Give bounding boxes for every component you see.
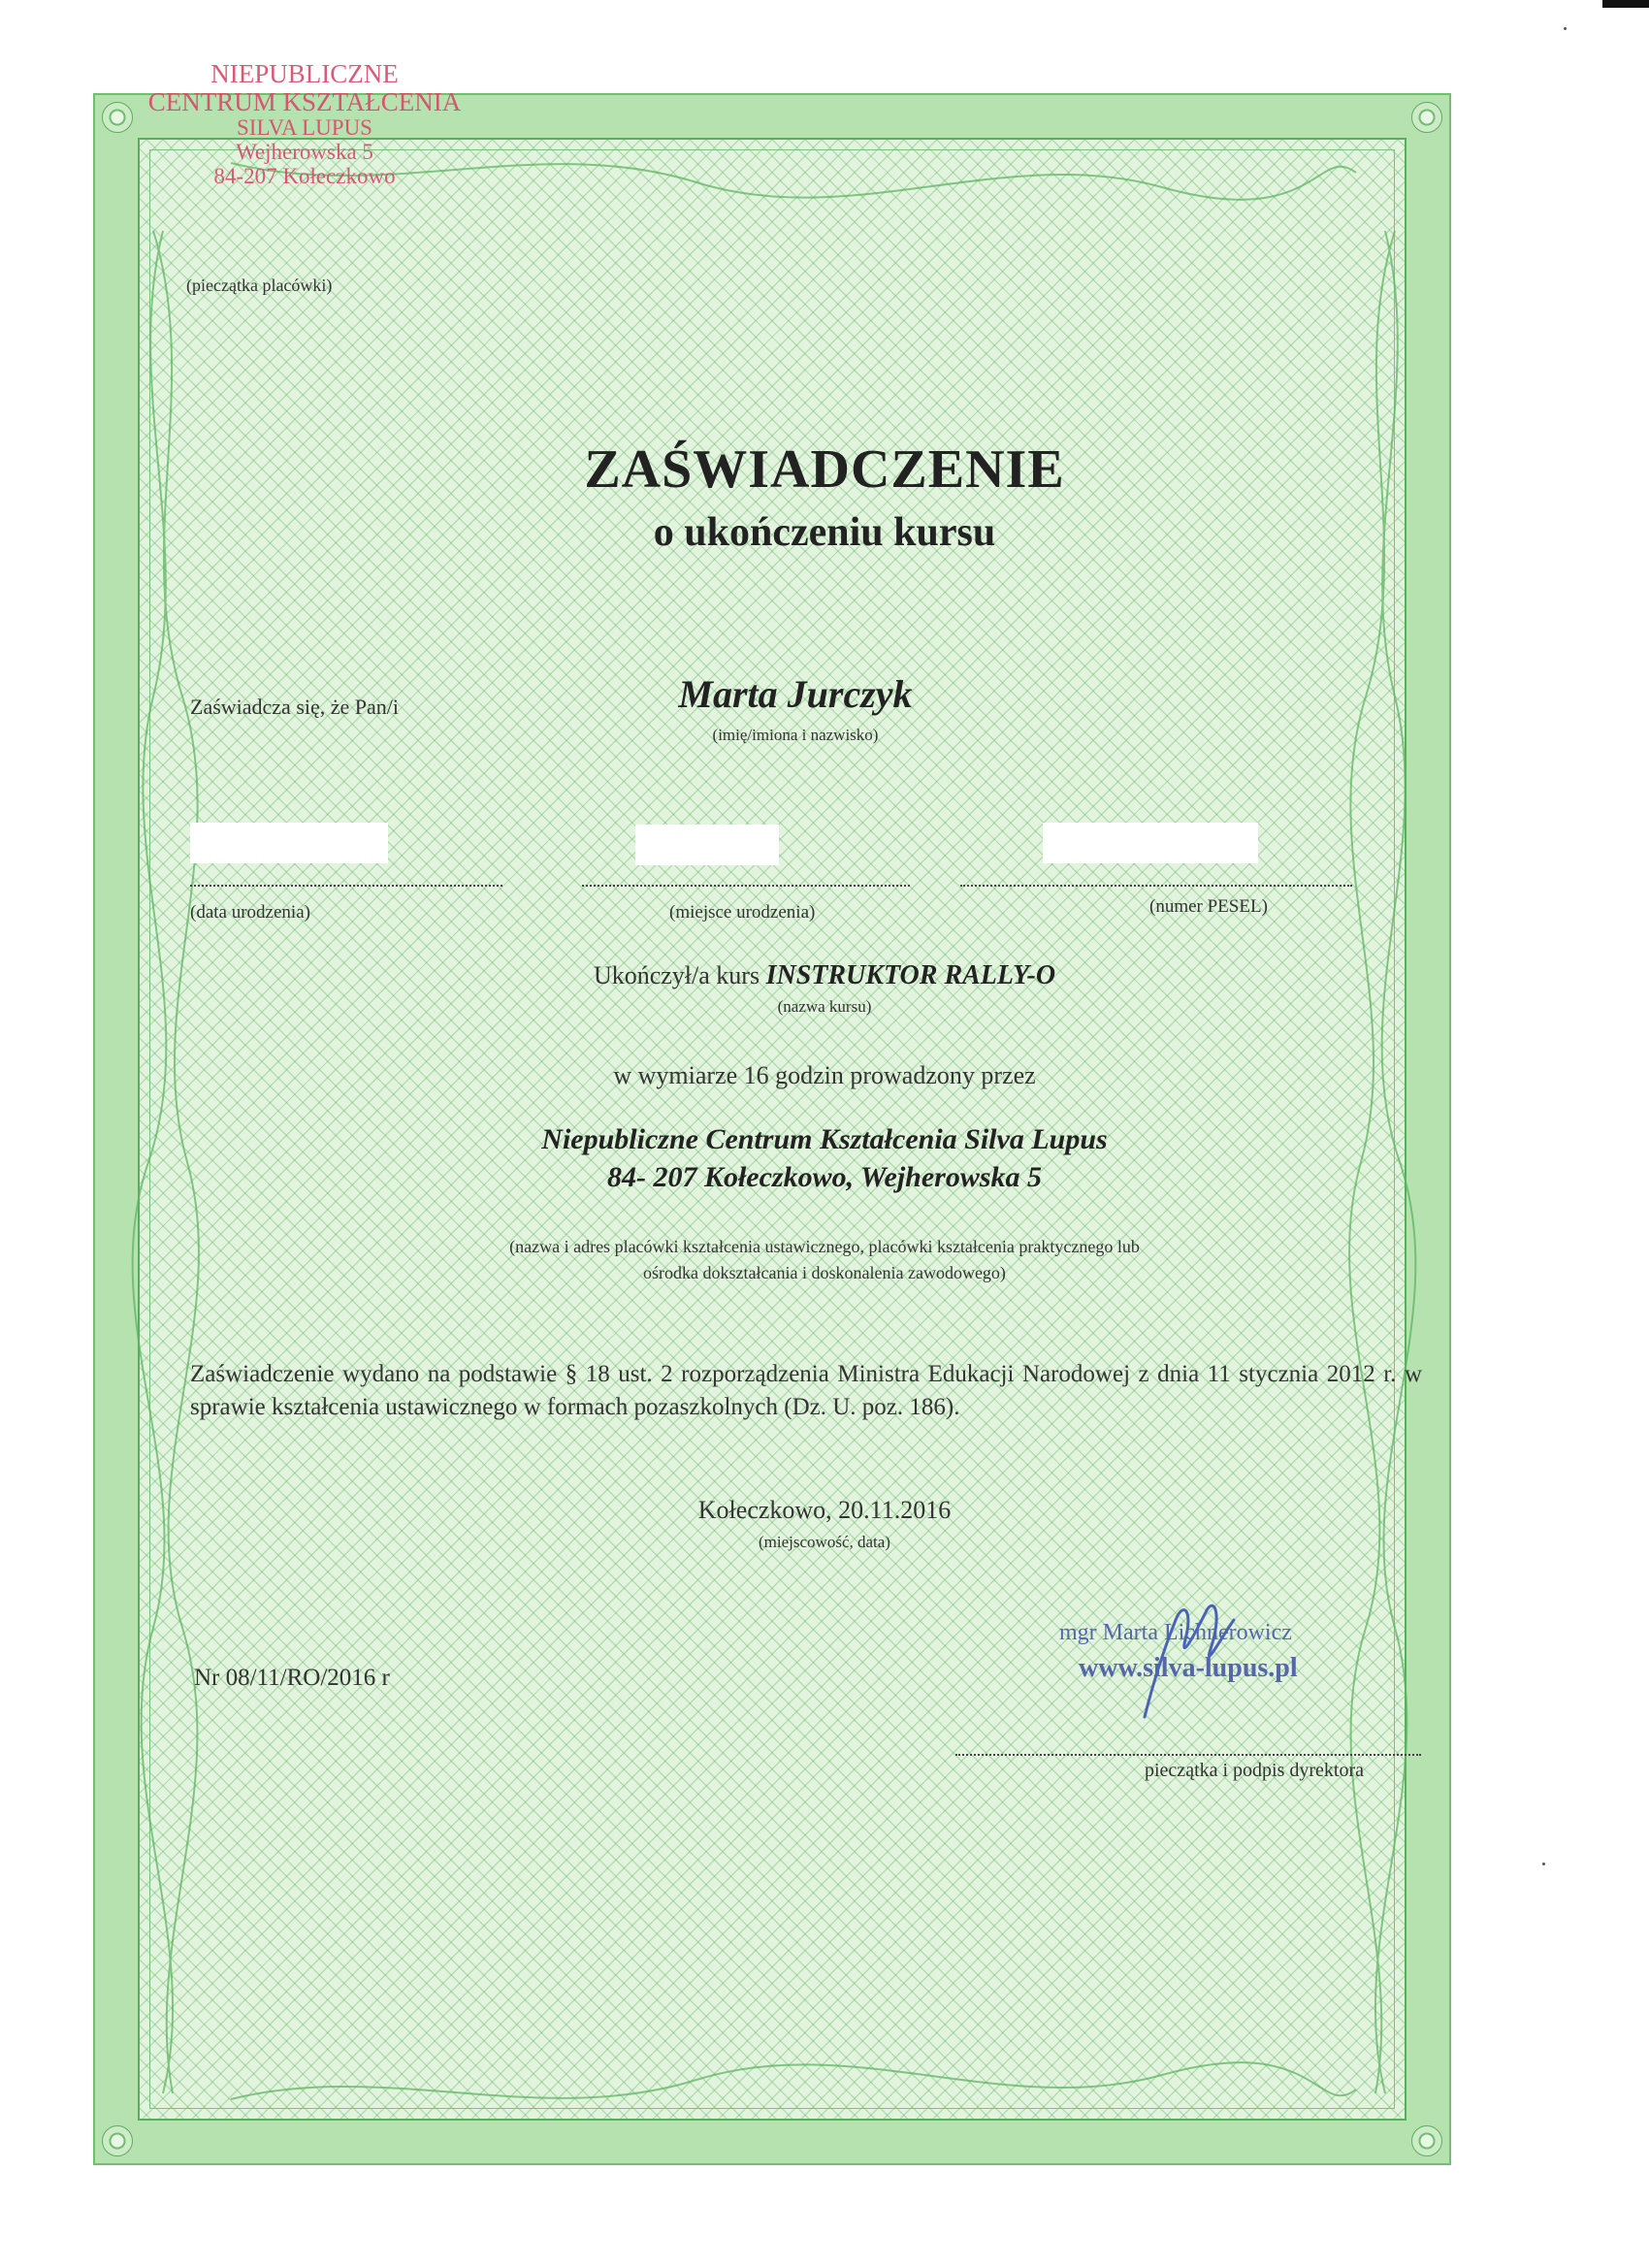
pesel-line bbox=[960, 885, 1352, 887]
director-stamp-name: mgr Marta Lichnerowicz bbox=[1059, 1620, 1292, 1645]
director-signature bbox=[1125, 1591, 1242, 1727]
stamp-line: SILVA LUPUS bbox=[237, 115, 372, 141]
person-name-caption: (imię/imiona i nazwisko) bbox=[712, 726, 879, 744]
course-name: INSTRUKTOR RALLY-O bbox=[765, 960, 1056, 990]
redacted-pesel bbox=[1043, 823, 1258, 863]
institution-address: 84- 207 Kołeczkowo, Wejherowska 5 bbox=[606, 1161, 1043, 1193]
redacted-birth-date bbox=[190, 823, 388, 863]
institution-stamp bbox=[101, 60, 508, 189]
legal-basis: Zaświadczenie wydano na podstawie § 18 ust. 2 rozporządzenia Ministra Edukacji Narodowej z dnia 11 stycznia 2012 r. w sprawie kształcenia ustawicznego w formach pozaszkolnych (Dz. U. poz. 186). bbox=[190, 1361, 1422, 1420]
director-signature-line bbox=[955, 1754, 1421, 1756]
bottom-vine bbox=[231, 2062, 1356, 2099]
pesel-caption: (numer PESEL) bbox=[1149, 896, 1268, 917]
document-subtitle: o ukończeniu kursu bbox=[653, 510, 996, 555]
stamp-line: NIEPUBLICZNE bbox=[210, 59, 399, 88]
redacted-birth-place bbox=[635, 825, 779, 865]
document-title: ZAŚWIADCZENIE bbox=[584, 439, 1065, 500]
birth-place-line bbox=[582, 885, 910, 887]
institution-caption: ośrodka dokształcania i doskonalenia zawodowego) bbox=[643, 1263, 1006, 1282]
person-intro: Zaświadcza się, że Pan/i bbox=[190, 695, 400, 719]
person-name: Marta Jurczyk bbox=[678, 672, 913, 716]
scan-speck bbox=[1564, 27, 1567, 30]
birth-date-line bbox=[190, 885, 502, 887]
director-stamp-web: www.silva-lupus.pl bbox=[1079, 1653, 1298, 1683]
place-date-caption: (miejscowość, data) bbox=[759, 1533, 890, 1551]
institution-name: Niepubliczne Centrum Kształcenia Silva Lupus bbox=[541, 1123, 1108, 1155]
place-date: Kołeczkowo, 20.11.2016 bbox=[697, 1496, 952, 1524]
director-caption: pieczątka i podpis dyrektora bbox=[1145, 1760, 1365, 1781]
stamp-line: CENTRUM KSZTAŁCENIA bbox=[147, 87, 462, 117]
course-hours: w wymiarze 16 godzin prowadzony przez bbox=[613, 1061, 1036, 1089]
certificate-number: Nr 08/11/RO/2016 r bbox=[194, 1665, 390, 1691]
stamp-caption: (pieczątka placówki) bbox=[186, 275, 333, 295]
birth-date-caption: (data urodzenia) bbox=[190, 902, 310, 923]
scan-edge-mark bbox=[1602, 0, 1649, 8]
institution-caption: (nazwa i adres placówki kształcenia ustawicznego, placówki kształcenia praktycznego lub bbox=[509, 1237, 1140, 1256]
course-caption: (nazwa kursu) bbox=[777, 997, 872, 1016]
corner-rosette bbox=[1411, 2125, 1442, 2156]
corner-rosette bbox=[1411, 102, 1442, 133]
stamp-line: Wejherowska 5 bbox=[236, 140, 373, 165]
corner-rosette bbox=[102, 2125, 133, 2156]
scan-speck bbox=[1542, 1863, 1545, 1865]
birth-place-caption: (miejsce urodzenia) bbox=[669, 902, 816, 923]
course-line bbox=[0, 960, 1649, 991]
course-prefix: Ukończył/a kurs bbox=[593, 961, 760, 989]
stamp-line: 84-207 Kołeczkowo bbox=[213, 163, 396, 188]
